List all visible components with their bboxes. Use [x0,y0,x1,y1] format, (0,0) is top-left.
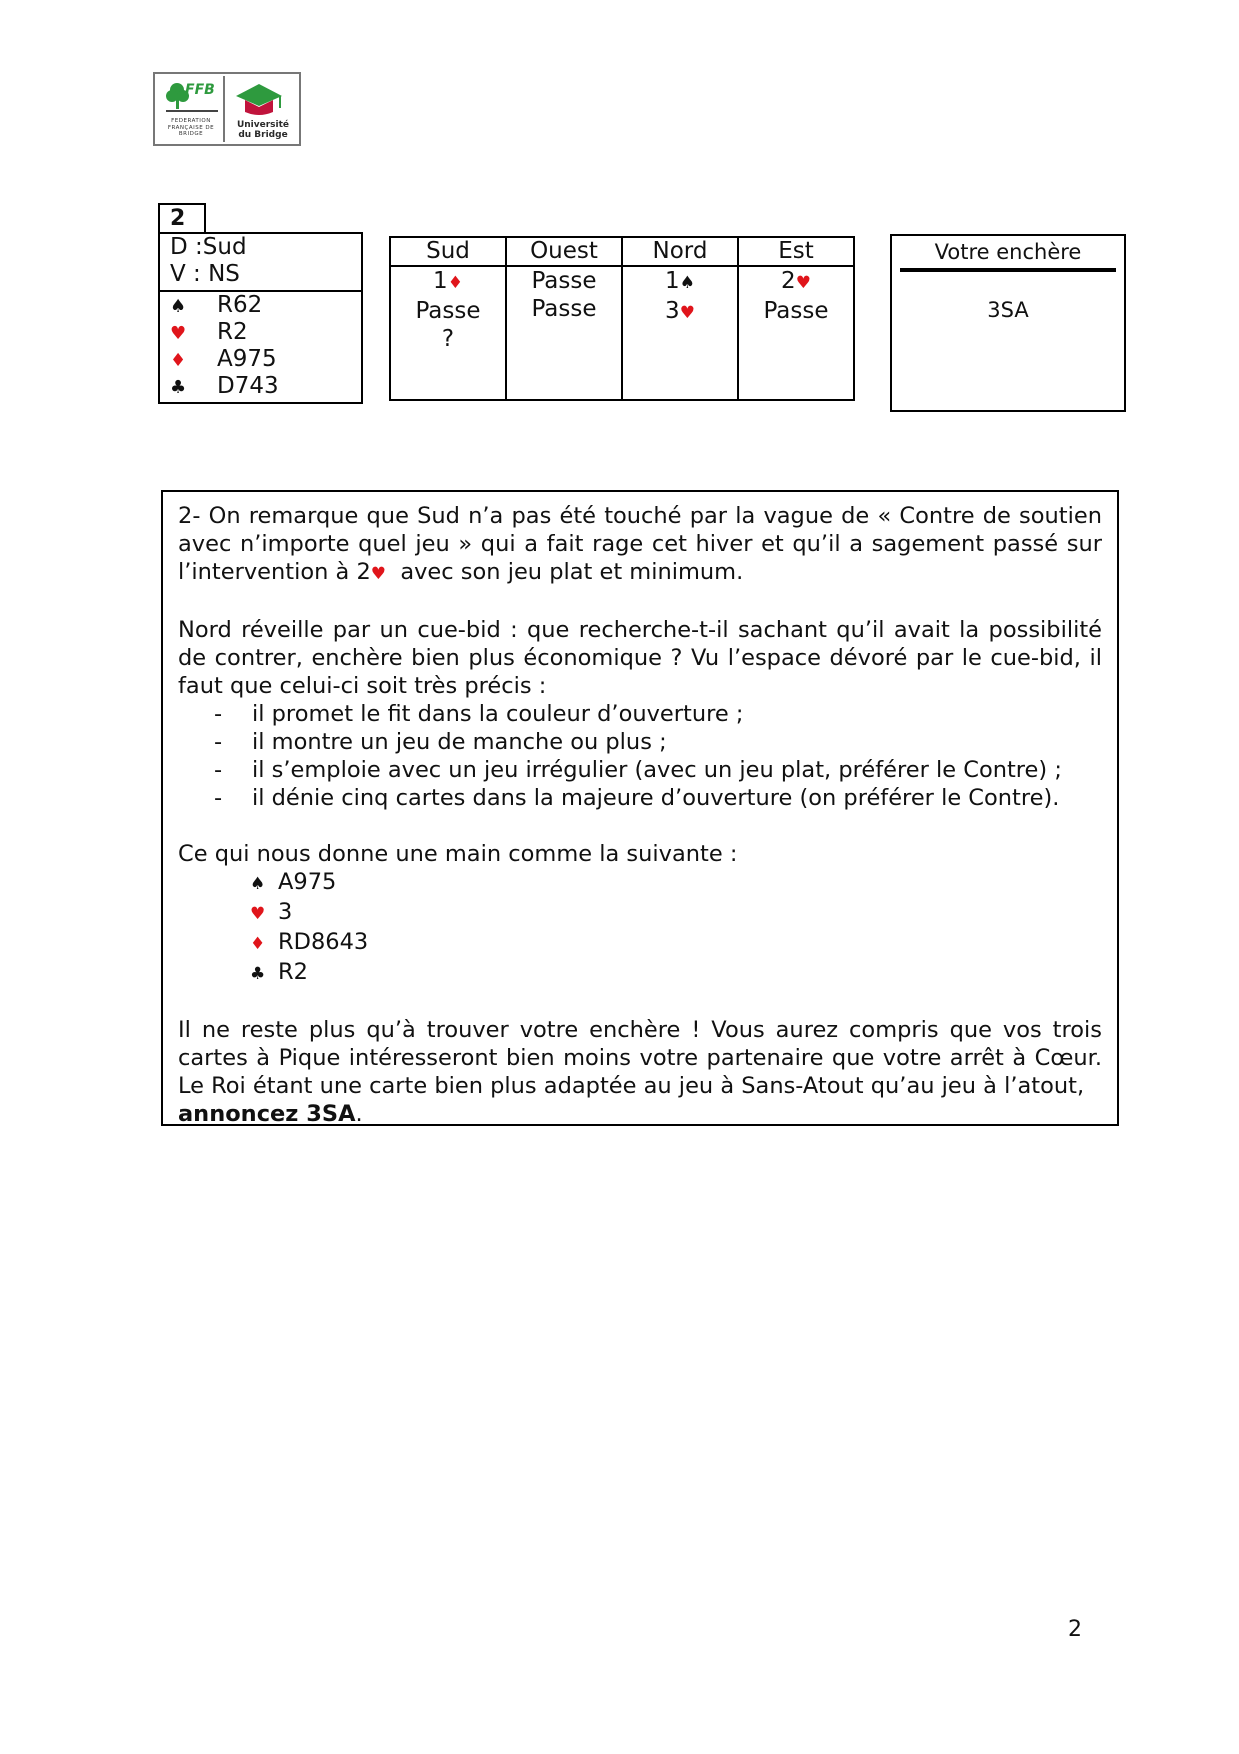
header-ouest: Ouest [506,237,622,266]
bidding-table [389,236,855,401]
hand-clubs: ♣ D743 [170,373,279,399]
header-nord: Nord [622,237,738,266]
heart-icon: ♥ [370,564,387,584]
header-est: Est [738,237,854,266]
answer-label: Votre enchère [900,238,1116,272]
club-icon: ♣ [170,377,187,398]
heart-icon: ♥ [170,323,187,344]
vulnerability: V : NS [170,261,240,287]
commentary-box [161,490,1119,1126]
list-item: - il dénie cinq cartes dans la majeure d’ouverture (on préférer le Contre). [214,784,1102,812]
spade-icon: ♠ [170,296,187,317]
list-item: - il montre un jeu de manche ou plus ; [214,728,1102,756]
example-hand: ♠ A975 ♥ 3 ♦ RD8643 ♣ R2 [178,868,1102,988]
bids-nord: 1♠ 3♥ [622,266,738,400]
list-item: - il s’emploie avec un jeu irrégulier (avec un jeu plat, préférer le Contre) ; [214,756,1102,784]
list-item: - il promet le fit dans la couleur d’ouverture ; [214,700,1102,728]
diamond-icon: ♦ [447,273,463,293]
heart-icon: ♥ [679,303,695,323]
page-number: 2 [1068,1617,1082,1642]
paragraph-3: Ce qui nous donne une main comme la suivante : [178,841,738,867]
dealer: D :Sud [170,234,247,260]
bullet-list [178,700,1102,812]
paragraph-2: Nord réveille par un cue-bid : que recherche-t-il sachant qu’il avait la possibilité de contrer, enchère bien plus économique ? Vu l’espace dévoré par le cue-bid, il faut que celui-ci soit très précis : [178,617,1102,699]
deal-number: 2 [158,203,206,233]
ffb-initials: FFB [185,82,215,98]
heart-icon: ♥ [795,273,811,293]
hand-hearts: ♥ R2 [170,319,248,345]
bids-sud: 1♦ Passe ? [390,266,506,400]
header-sud: Sud [390,237,506,266]
spade-icon: ♠ [250,874,266,894]
bids-ouest: Passe Passe [506,266,622,400]
heart-icon: ♥ [250,904,266,924]
answer-value: 3SA [987,298,1029,322]
diamond-icon: ♦ [170,350,187,371]
deal-box [158,232,363,404]
hand-spades: ♠ R62 [170,292,263,318]
diamond-icon: ♦ [250,934,266,954]
ffb-logo [153,72,301,146]
paragraph-1: 2- On remarque que Sud n’a pas été touché par la vague de « Contre de soutien avec n’importe quel jeu » qui a fait rage cet hiver et qu’il a sagement passé sur l’intervention à 2♥ avec son jeu plat et minimum. [178,503,1102,585]
ffb-name: FEDERATION FRANÇAISE DE BRIDGE [167,118,215,137]
graduation-cap-icon [234,82,284,118]
answer-box [890,234,1126,412]
hand-diamonds: ♦ A975 [170,346,277,372]
conclusion-bid: annoncez 3SA [178,1101,356,1127]
spade-icon: ♠ [679,273,695,293]
club-icon: ♣ [250,964,266,984]
bids-est: 2♥ Passe [738,266,854,400]
paragraph-4: Il ne reste plus qu’à trouver votre enchère ! Vous aurez compris que vos trois cartes à Pique intéresseront bien moins votre partenaire que votre arrêt à Cœur. Le Roi étant une carte bien plus adaptée au jeu à Sans-Atout qu’au jeu à l’atout, annoncez 3SA. [178,1017,1102,1127]
university-name: Université du Bridge [236,120,290,140]
